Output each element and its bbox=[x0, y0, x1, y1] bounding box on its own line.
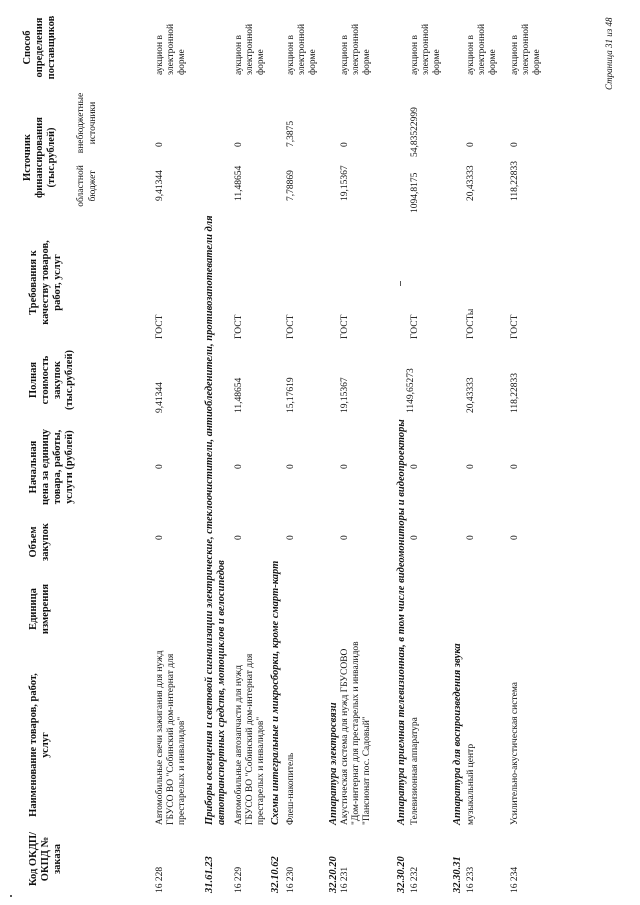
row-name: Автомобильные свечи зажигания для нужд ГБУСО ВО "Собинский дом-интернат для престарелых и инвалидов" bbox=[155, 650, 187, 825]
row-volume: 0 bbox=[410, 535, 420, 540]
row-extra: 7,3875 bbox=[286, 120, 296, 147]
row-volume: 0 bbox=[340, 535, 350, 540]
row-method: аукцион в электронной форме bbox=[466, 23, 498, 75]
row-total: 20,43333 bbox=[466, 377, 476, 413]
section-title: Приборы освещения и световой сигнализации электрические, стеклоочистители, антиобледенители, противозапотеватели для bbox=[204, 215, 215, 825]
row-regional: 19,15367 bbox=[340, 165, 350, 201]
row-extra: 0 bbox=[155, 142, 165, 147]
row-quality: ГОСТ bbox=[286, 314, 296, 339]
row-volume: 0 bbox=[286, 535, 296, 540]
row-total: 15,17619 bbox=[286, 377, 296, 413]
row-total: 118,22833 bbox=[510, 372, 520, 413]
row-total: 19,15367 bbox=[340, 377, 350, 413]
row-code: 16 231 bbox=[340, 866, 350, 893]
row-method: аукцион в электронной форме bbox=[510, 23, 542, 75]
row-volume: 0 bbox=[466, 535, 476, 540]
row-regional: 1094,8175 bbox=[410, 172, 420, 213]
row-volume: 0 bbox=[155, 535, 165, 540]
row-extra: 0 bbox=[234, 142, 244, 147]
row-volume: 0 bbox=[510, 535, 520, 540]
row-price: 0 bbox=[466, 464, 476, 469]
header-funding-regional: областной бюджет bbox=[76, 165, 98, 207]
row-regional: 118,22833 bbox=[510, 160, 520, 201]
header-volume: Объем закупок bbox=[28, 523, 51, 561]
row-quality: ГОСТ bbox=[234, 314, 244, 339]
section-title: Схемы интегральные и микросборки, кроме смарт-карт bbox=[270, 560, 281, 825]
row-volume: 0 bbox=[234, 535, 244, 540]
row-name: музыкальный центр bbox=[466, 743, 476, 825]
row-method: аукцион в электронной форме bbox=[234, 23, 266, 75]
row-extra: 0 bbox=[466, 142, 476, 147]
row-code: 16 228 bbox=[155, 866, 165, 893]
row-regional: 20,43333 bbox=[466, 165, 476, 201]
section-code: 32.30.31 bbox=[452, 856, 463, 893]
row-method: аукцион в электронной форме bbox=[410, 23, 442, 75]
row-price: 0 bbox=[410, 464, 420, 469]
row-method: аукцион в электронной форме bbox=[286, 23, 318, 75]
row-total: 11,48654 bbox=[234, 377, 244, 413]
row-code: 16 232 bbox=[410, 866, 420, 893]
row-regional: 9,41344 bbox=[155, 170, 165, 201]
row-quality: ГОСТ bbox=[510, 314, 520, 339]
header-funding: Источник финансирования (тыс.рублей) bbox=[22, 117, 57, 198]
row-extra: 0 bbox=[340, 142, 350, 147]
row-method: аукцион в электронной форме bbox=[340, 23, 372, 75]
row-name: Флеш-накопитель bbox=[286, 752, 296, 825]
header-unit: Единица измерения bbox=[28, 583, 51, 635]
row-quality: ГОСТ bbox=[155, 314, 165, 339]
header-total: Полная стоимость закупок (тыс.рублей) bbox=[28, 349, 75, 411]
row-quality: ГОСТ bbox=[410, 314, 420, 339]
row-price: 0 bbox=[155, 464, 165, 469]
page-number: Страница 31 из 48 bbox=[604, 17, 614, 90]
row-code: 16 233 bbox=[466, 866, 476, 893]
row-regional: 7,78869 bbox=[286, 170, 296, 201]
row-extra: 54,83522999 bbox=[410, 107, 420, 157]
scan-speck bbox=[10, 895, 12, 897]
row-name: Усилительно-акустическая система bbox=[510, 682, 520, 825]
section-code: 32.20.20 bbox=[328, 856, 339, 893]
header-quality: Требования к качеству товаров, работ, услуг bbox=[28, 240, 63, 325]
header-code: Код ОКДП/ ОКПД № заказа bbox=[28, 831, 63, 887]
section-title: Аппаратура приемная телевизионная, в том числе видеомониторы и видеопроекторы bbox=[396, 419, 407, 825]
scan-speck bbox=[400, 281, 401, 286]
row-price: 0 bbox=[286, 464, 296, 469]
section-title: Аппаратура для воспроизведения звука bbox=[452, 643, 463, 825]
row-name: Автомобильные автозапчасти для нужд ГБУСО ВО "Собинский дом-интернат для престарелых и инвалидов" bbox=[234, 653, 266, 825]
row-price: 0 bbox=[234, 464, 244, 469]
header-name: Наименование товаров, работ, услуг bbox=[28, 673, 51, 817]
section-code: 32.10.62 bbox=[270, 856, 281, 893]
row-name: Акустическая система для нужд ГБУСОВО "Дом-интернат для престарелых и инвалидов "Пансионат пос. Садовый" bbox=[340, 641, 372, 825]
section-title-cont: автотранспортных средств, мотоциклов и велосипедов bbox=[216, 560, 227, 825]
row-total: 9,41344 bbox=[155, 382, 165, 413]
section-title: Аппаратура электросвязи bbox=[328, 702, 339, 825]
row-code: 16 230 bbox=[286, 866, 296, 893]
row-name: Телевизионная аппаратура bbox=[410, 717, 420, 825]
header-price: Начальная цена за единицу товара, работы, услуги (рублей) bbox=[28, 428, 75, 505]
row-total: 1149,65273 bbox=[406, 368, 416, 413]
row-method: аукцион в электронной форме bbox=[155, 23, 187, 75]
section-code: 31.61.23 bbox=[204, 856, 215, 893]
row-quality: ГОСТы bbox=[466, 308, 476, 339]
row-extra: 0 bbox=[510, 142, 520, 147]
row-code: 16 234 bbox=[510, 866, 520, 893]
row-code: 16 229 bbox=[234, 866, 244, 893]
header-funding-extra: внебюджетные источники bbox=[76, 92, 98, 154]
row-quality: ГОСТ bbox=[340, 314, 350, 339]
section-code: 32.30.20 bbox=[396, 856, 407, 893]
row-price: 0 bbox=[340, 464, 350, 469]
header-method: Способ определения поставщиков bbox=[22, 15, 57, 80]
row-price: 0 bbox=[510, 464, 520, 469]
row-regional: 11,48654 bbox=[234, 165, 244, 201]
